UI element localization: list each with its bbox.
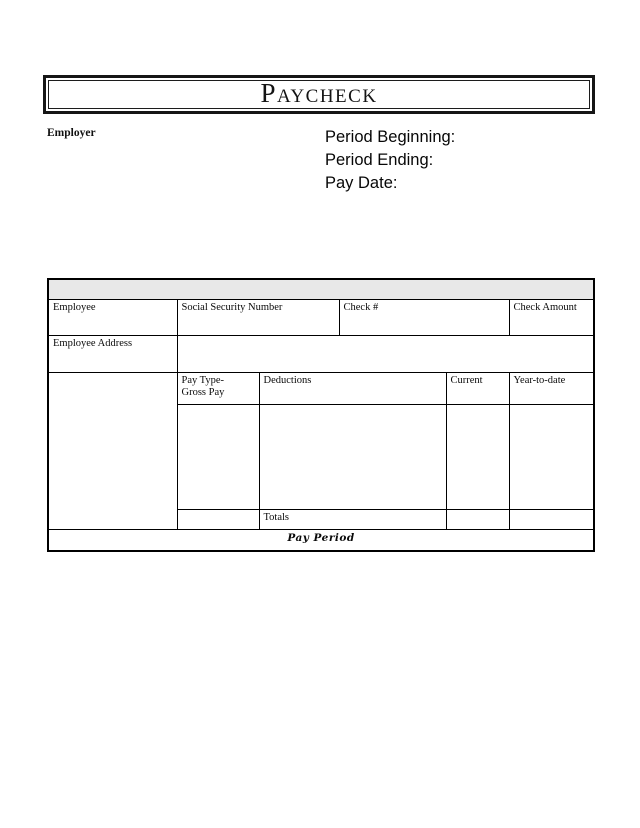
check-number-label-cell: Check # [339, 299, 509, 335]
pay-type-label-line1: Pay Type- [181, 374, 225, 386]
ssn-label-cell: Social Security Number [177, 299, 339, 335]
employer-label: Employer [47, 127, 96, 139]
employee-label-cell: Employee [48, 299, 177, 335]
pay-period-row [48, 529, 594, 551]
title-banner [43, 75, 595, 114]
pay-period-label-cell: Pay Period [48, 529, 594, 551]
totals-year-to-date-cell [509, 509, 594, 529]
check-amount-label-cell: Check Amount [509, 299, 594, 335]
year-to-date-entry-cell [509, 404, 594, 509]
current-label-cell: Current [446, 372, 509, 404]
employee-address-row [48, 335, 594, 372]
left-stub-cell [48, 372, 177, 529]
period-ending-label: Period Ending: [325, 151, 434, 169]
current-entry-cell [446, 404, 509, 509]
check-info-header-row [48, 299, 594, 335]
pay-type-label-cell [177, 372, 259, 404]
table-gray-band-row [48, 279, 594, 299]
pay-type-label-line2: Gross Pay [181, 386, 225, 398]
employee-address-label-cell: Employee Address [48, 335, 177, 372]
deductions-label-cell: Deductions [259, 372, 446, 404]
pay-date-label: Pay Date: [325, 174, 398, 192]
deductions-entry-cell [259, 404, 446, 509]
title-banner-inner-border [48, 80, 590, 109]
year-to-date-label-cell: Year-to-date [509, 372, 594, 404]
paycheck-table [47, 278, 595, 552]
employee-address-value-cell [177, 335, 594, 372]
gray-band-cell [48, 279, 594, 299]
period-info-block [325, 126, 455, 195]
gross-pay-entry-cell [177, 404, 259, 509]
totals-current-cell [446, 509, 509, 529]
totals-label-cell: Totals [259, 509, 446, 529]
page-title: Paycheck [260, 78, 378, 108]
pay-detail-header-row [48, 372, 594, 404]
totals-grosspay-cell [177, 509, 259, 529]
period-beginning-label: Period Beginning: [325, 128, 456, 146]
